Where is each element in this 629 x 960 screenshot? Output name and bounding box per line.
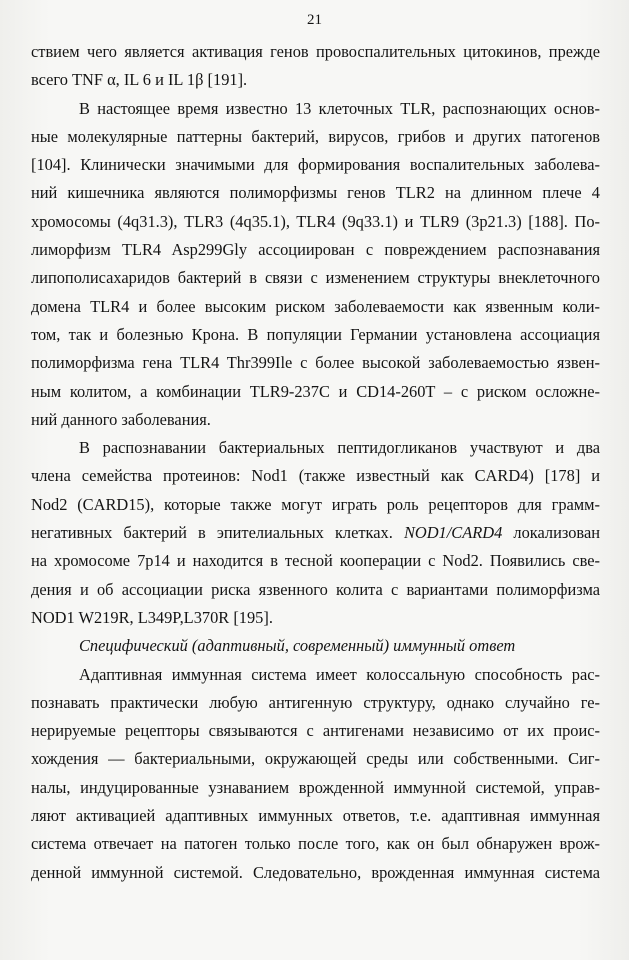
text-line: ным колитом, а комбинации TLR9-237C и CD14-260T – с риском осложне- — [31, 381, 600, 401]
page-number: 21 — [307, 12, 322, 28]
text-line: хромосомы (4q31.3), TLR3 (4q35.1), TLR4 (9q33.1) и TLR9 (3p21.3) [188]. По- — [31, 211, 600, 231]
text-line: всего TNF α, IL 6 и IL 1β [191]. — [31, 70, 248, 90]
text-line: ний данного заболевания. — [31, 409, 211, 429]
text-line: денной иммунной системой. Следовательно, врожденная иммунная система — [31, 862, 600, 882]
text-line: полиморфизма гена TLR4 Thr399Ile с более высокой заболеваемостью язвен- — [31, 353, 600, 373]
paragraph-4 — [31, 661, 600, 887]
text-line: [104]. Клинически значимыми для формирования воспалительных заболева- — [31, 155, 600, 175]
text-line: ные молекулярные паттерны бактерий, вирусов, грибов и других патогенов — [31, 126, 600, 146]
text-line: дения и об ассоциации риска язвенного колита с вариантами полиморфизма — [31, 579, 600, 599]
section-heading: Специфический (адаптивный, современный) иммунный ответ — [79, 636, 516, 656]
text-line-with-italic — [31, 519, 600, 547]
text-line: В настоящее время известно 13 клеточных TLR, распознающих основ- — [79, 98, 600, 118]
text-line: ний кишечника являются полиморфизмы генов TLR2 на длинном плече 4 — [31, 183, 600, 203]
paragraph-2 — [31, 95, 600, 435]
text-line: система отвечает на патоген только после того, как он был обнаружен врож- — [31, 834, 600, 854]
text-line: ляют активацией адаптивных иммунных ответов, т.е. адаптивная иммунная — [31, 806, 600, 826]
text-line: Адаптивная иммунная система имеет колоссальную способность рас- — [79, 664, 600, 684]
text-line: члена семейства протеинов: Nod1 (также известный как CARD4) [178] и — [31, 466, 600, 486]
text-line: том, так и болезнью Крона. В популяции Германии установлена ассоциация — [31, 324, 600, 344]
text-line: NOD1 W219R, L349P,L370R [195]. — [31, 607, 273, 627]
text-line: лиморфизм TLR4 Asp299Gly ассоциирован с повреждением распознавания — [31, 240, 600, 260]
text-line: налы, индуцированные узнаванием врожденной иммунной системой, управ- — [31, 777, 600, 797]
text-fragment: локализован — [502, 523, 600, 543]
text-line: Nod2 (CARD15), которые также могут играть роль рецепторов для грамм- — [31, 494, 600, 514]
paragraph-1 — [31, 38, 600, 95]
text-line: познавать практически любую антигенную структуру, однако случайно ге- — [31, 692, 600, 712]
text-line: В распознавании бактериальных пептидогликанов участвуют и два — [79, 438, 600, 458]
text-line: ствием чего является активация генов провоспалительных цитокинов, прежде — [31, 42, 600, 61]
body-text — [31, 38, 600, 887]
text-line: липополисахаридов бактерий в связи с изменением структуры внеклеточного — [31, 268, 600, 288]
text-line: домена TLR4 и более высоким риском заболеваемости как язвенным коли- — [31, 296, 600, 316]
text-line: на хромосоме 7p14 и находится в тесной кооперации с Nod2. Появились све- — [31, 551, 600, 571]
text-fragment: негативных бактерий в эпителиальных клетках. — [31, 523, 393, 543]
paragraph-3 — [31, 434, 600, 632]
text-line: нерируемые рецепторы связываются с антигенами независимо от их проис- — [31, 721, 600, 741]
italic-gene-name: NOD1/CARD4 — [403, 523, 503, 543]
text-line: хождения — бактериальными, окружающей среды или собственными. Сиг- — [31, 749, 600, 769]
